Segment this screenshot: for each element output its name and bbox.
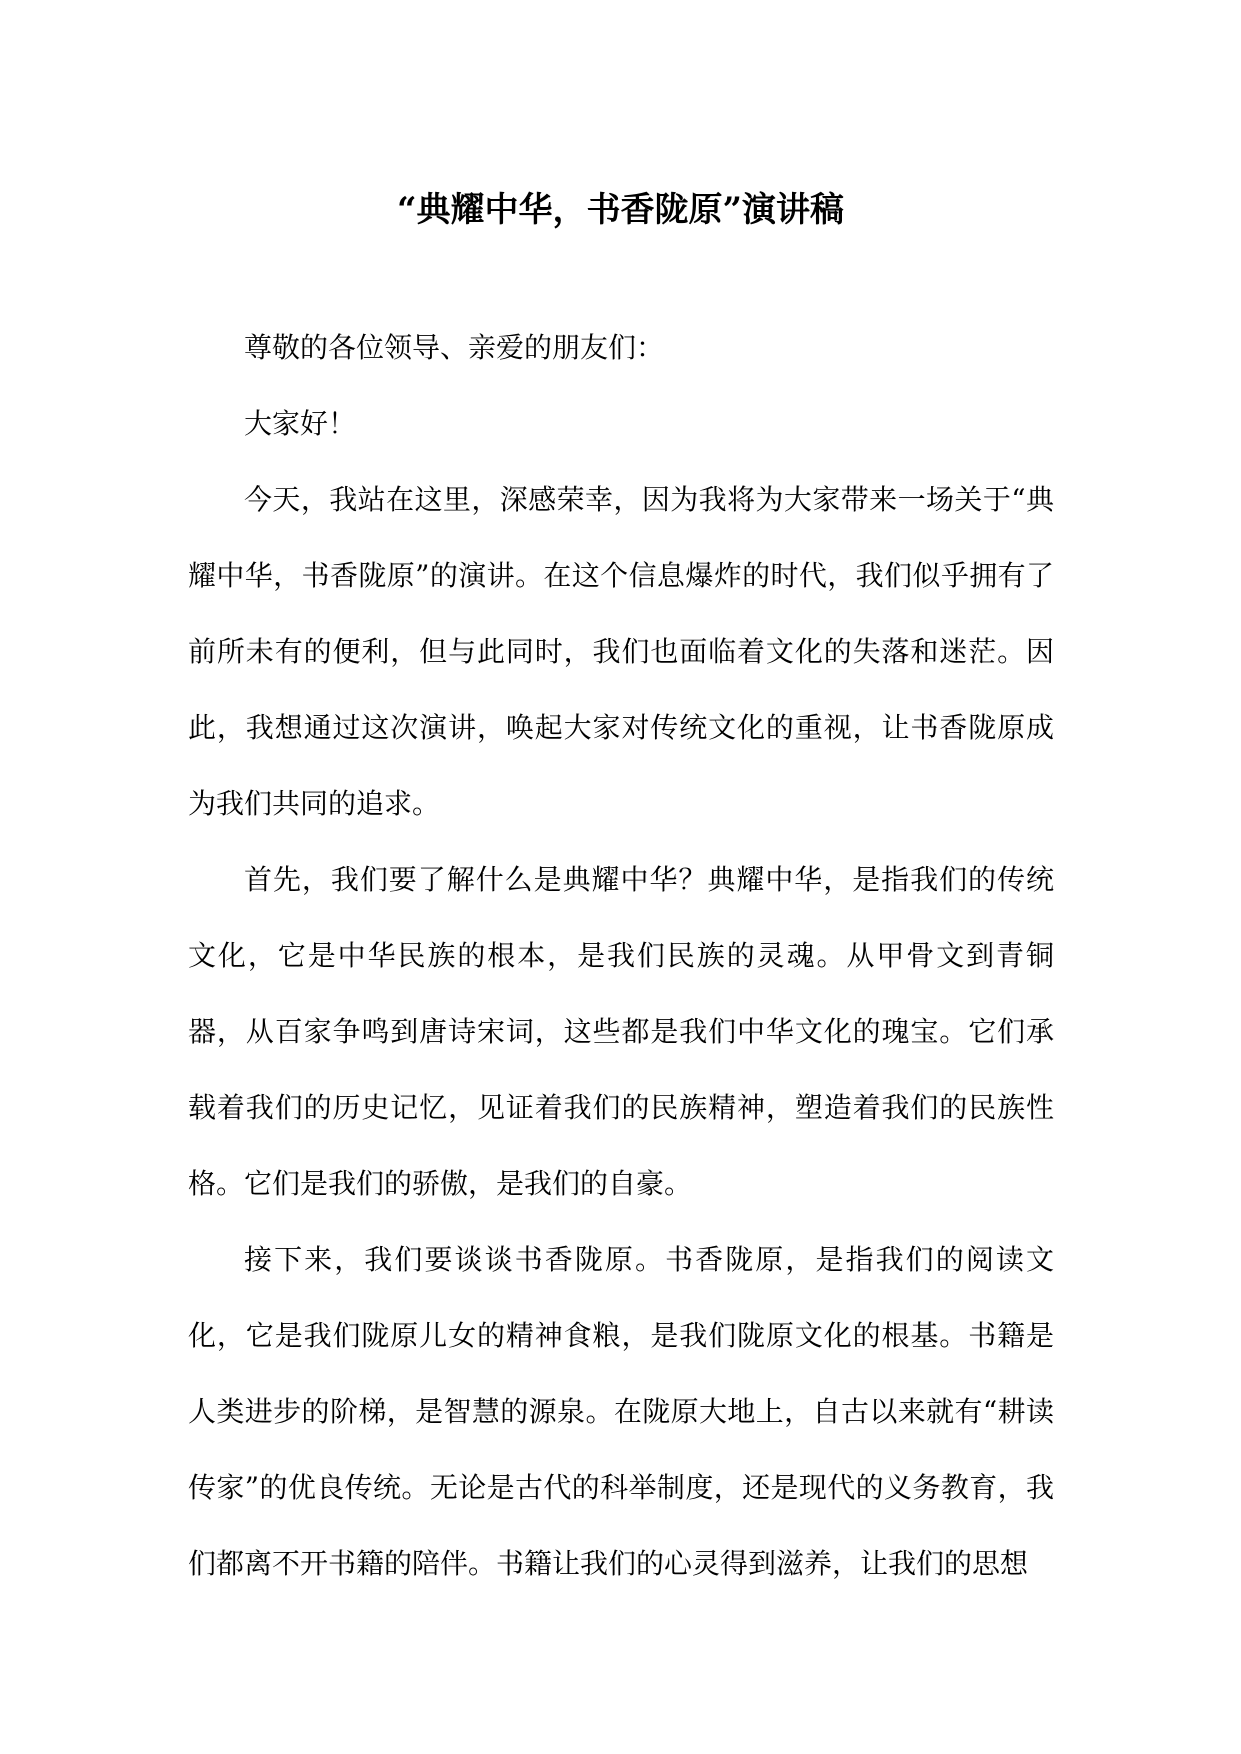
- document-body: [188, 310, 1054, 1602]
- paragraph-dianyao-zhonghua: 首先，我们要了解什么是典耀中华？典耀中华，是指我们的传统文化，它是中华民族的根本，是我们民族的灵魂。从甲骨文到青铜器，从百家争鸣到唐诗宋词，这些都是我们中华文化的瑰宝。它们承载着我们的历史记忆，见证着我们的民族精神，塑造着我们的民族性格。它们是我们的骄傲，是我们的自豪。: [188, 863, 1054, 1200]
- document-title: “典耀中华，书香陇原”演讲稿: [396, 190, 845, 230]
- paragraph-shuxiang-longyuan: 接下来，我们要谈谈书香陇原。书香陇原，是指我们的阅读文化，它是我们陇原儿女的精神食粮，是我们陇原文化的根基。书籍是人类进步的阶梯，是智慧的源泉。在陇原大地上，自古以来就有“耕读传家”的优良传统。无论是古代的科举制度，还是现代的义务教育，我们都离不开书籍的陪伴。书籍让我们的心灵得到滋养，让我们的思想: [188, 1243, 1054, 1580]
- paragraph-introduction: 今天，我站在这里，深感荣幸，因为我将为大家带来一场关于“典耀中华，书香陇原”的演讲。在这个信息爆炸的时代，我们似乎拥有了前所未有的便利，但与此同时，我们也面临着文化的失落和迷茫。因此，我想通过这次演讲，唤起大家对传统文化的重视，让书香陇原成为我们共同的追求。: [188, 483, 1054, 820]
- paragraph-salutation: 尊敬的各位领导、亲爱的朋友们：: [244, 331, 665, 364]
- paragraph-greeting: 大家好！: [244, 407, 357, 440]
